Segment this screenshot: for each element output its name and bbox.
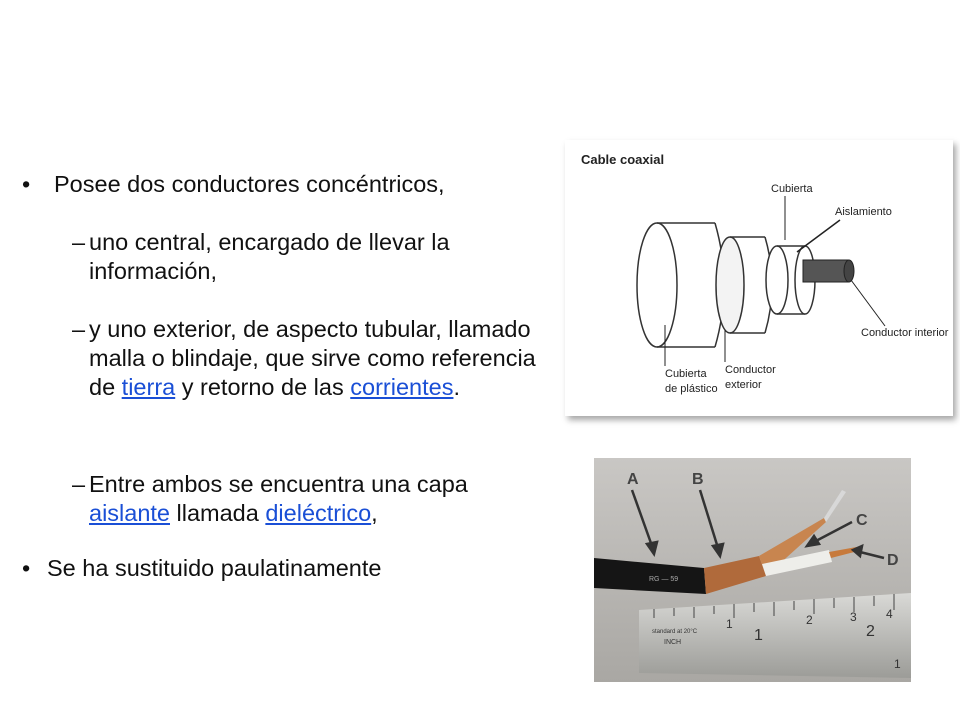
bullet-dot: •: [22, 171, 31, 197]
bullet-text: Se ha sustituido paulatinamente: [47, 555, 382, 581]
link-tierra[interactable]: tierra: [121, 374, 176, 400]
photo-svg: [594, 458, 911, 682]
label-conductor-exterior-2: exterior: [725, 379, 762, 391]
link-dielectrico[interactable]: dieléctrico: [265, 500, 372, 526]
label-conductor-interior: Conductor interior: [861, 327, 949, 339]
text-run: ,: [371, 500, 378, 526]
leader-line: [851, 280, 885, 326]
label-c: C: [856, 512, 868, 529]
ruler-number: 4: [886, 607, 893, 621]
ruler-number: 1: [754, 627, 763, 644]
outer-conductor-face: [716, 237, 744, 333]
bullet-dot: •: [22, 555, 31, 581]
ruler-number: 1: [726, 617, 733, 631]
jacket-face: [637, 223, 677, 347]
ruler-inch-text: INCH: [664, 639, 682, 646]
sub-bullet-text: [89, 315, 549, 402]
leader-line: [797, 220, 840, 252]
sub-bullet-text: uno central, encargado de llevar la información,: [89, 229, 450, 284]
label-a: A: [627, 471, 639, 488]
coaxial-cable-diagram: [565, 140, 953, 416]
text-run: .: [453, 374, 460, 400]
text-run: y uno exterior, de aspecto tubular, llamado malla o blindaje, que sirve como referencia de: [89, 316, 536, 400]
label-conductor-exterior-1: Conductor: [725, 364, 776, 376]
link-aislante[interactable]: aislante: [89, 500, 170, 526]
inner-conductor: [803, 260, 849, 282]
coaxial-cable-photo: [594, 458, 911, 682]
diagram-title: Cable coaxial: [581, 152, 665, 167]
sub-bullet-text: [89, 470, 549, 528]
label-cubierta-plastico-1: Cubierta: [665, 368, 707, 380]
inner-conductor-end: [844, 260, 854, 282]
label-cubierta: Cubierta: [771, 183, 813, 195]
ruler-number: 2: [806, 613, 813, 627]
ruler-number: 1: [894, 657, 901, 671]
ruler-number: 3: [850, 610, 857, 624]
dash-marker: –: [72, 229, 86, 255]
dash-marker: –: [72, 471, 86, 497]
link-corrientes[interactable]: corrientes: [350, 374, 454, 400]
cable-print: RG — 59: [649, 576, 679, 583]
dash-marker: –: [72, 316, 86, 342]
ruler-number: 2: [866, 623, 875, 640]
text-run: Entre ambos se encuentra una capa: [89, 471, 468, 497]
text-run: y retorno de las: [175, 374, 351, 400]
diagram-svg: [565, 140, 953, 416]
label-d: D: [887, 552, 899, 569]
dielectric-face: [766, 246, 788, 314]
label-aislamiento: Aislamiento: [835, 206, 892, 218]
ruler-standard-text: standard at 20°C: [652, 629, 698, 635]
text-run: llamada: [170, 500, 266, 526]
bullet-text: Posee dos conductores concéntricos,: [54, 171, 445, 197]
label-cubierta-plastico-2: de plástico: [665, 383, 718, 395]
label-b: B: [692, 471, 704, 488]
